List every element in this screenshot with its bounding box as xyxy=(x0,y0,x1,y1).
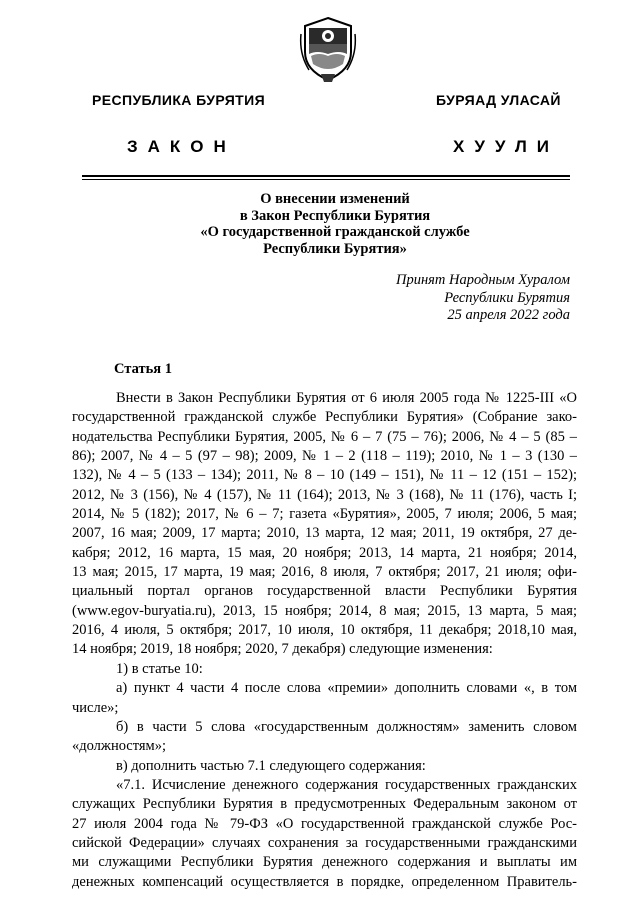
body-line: денежных компенсаций осуществляется в порядке, определенном Правитель- xyxy=(72,873,577,890)
body-line: кабря; 2012, 16 марта, 15 мая, 20 ноября; 2013, 14 марта, 21 ноября; 2014, xyxy=(72,544,577,561)
republic-name-russian: РЕСПУБЛИКА БУРЯТИЯ xyxy=(92,92,266,108)
body-line: 13 мая; 2015, 17 марта, 19 мая; 2016, 8 июля, 7 октября; 2017, 21 июля; офи- xyxy=(72,564,577,581)
coat-of-arms-emblem xyxy=(299,14,357,84)
republic-name-buryat: БУРЯАД УЛАСАЙ xyxy=(436,92,561,108)
law-title-line: в Закон Республики Бурятия xyxy=(239,207,431,224)
adoption-note-line: 25 апреля 2022 года xyxy=(447,307,570,323)
law-label-russian: ЗАКОН xyxy=(127,137,236,156)
body-line: нодательства Республики Бурятия, 2005, № 6 – 7 (75 – 76); 2006, № 4 – 5 (85 – xyxy=(72,428,577,445)
body-line: б) в части 5 слова «государственным должностям» заменить словом xyxy=(116,718,577,735)
body-line: циальный портал органов государственной власти Республики Бурятия xyxy=(72,583,577,600)
adoption-note-line: Республики Бурятия xyxy=(444,289,570,306)
law-title-line: О внесении изменений xyxy=(260,191,410,207)
body-line: 2007, 16 мая; 2009, 17 марта; 2010, 13 марта, 12 мая; 2011, 19 октября, 27 де- xyxy=(72,525,577,542)
body-line: «должностям»; xyxy=(72,738,167,755)
article-heading: Статья 1 xyxy=(114,361,172,377)
body-line: 2014, № 5 (182); 2017, № 6 – 7; газета «Бурятия», 2005, 7 июля; 2006, 5 мая; xyxy=(72,506,577,523)
body-line: Внести в Закон Республики Бурятия от 6 июля 2005 года № 1225-III «О xyxy=(116,390,577,406)
body-line: 86); 2007, № 4 – 5 (97 – 98); 2009, № 1 – 2 (118 – 119); 2010, № 1 – 3 (130 – xyxy=(72,448,577,465)
body-line: 132), № 4 – 5 (133 – 134); 2011, № 8 – 10 (149 – 151), № 11 – 12 (151 – 152); xyxy=(72,467,577,484)
body-line: в) дополнить частью 7.1 следующего содержания: xyxy=(116,757,426,774)
adoption-note xyxy=(396,272,570,325)
body-line: (www.egov-buryatia.ru), 2013, 15 ноября; 2014, 8 мая; 2015, 13 марта, 5 мая; xyxy=(72,602,577,619)
body-line: сийской Федерации» случаях сохранения за государственными гражданскими xyxy=(72,834,577,851)
header-divider xyxy=(82,175,570,177)
law-label-buryat: ХУУЛИ xyxy=(453,137,559,156)
body-line: числе»; xyxy=(72,699,119,716)
body-line: ми служащими Республики Бурятия денежного содержания и выплаты им xyxy=(72,854,577,871)
law-title-line: Республики Бурятия» xyxy=(263,240,407,257)
body-line: государственной гражданской службе Республики Бурятия» (Собрание зако- xyxy=(72,409,577,426)
law-title-line: «О государственной гражданской службе xyxy=(200,224,470,240)
body-line: служащих Республики Бурятия в предусмотренных Федеральным законом от xyxy=(72,796,577,813)
adoption-note-line: Принят Народным Хуралом xyxy=(395,272,570,288)
header-divider-thin xyxy=(82,179,570,180)
body-line: 2012, № 3 (156), № 4 (157), № 11 (164); 2013, № 3 (168), № 11 (176), часть I; xyxy=(72,486,577,503)
law-title xyxy=(100,191,570,257)
body-line: 14 ноября; 2019, 18 ноября; 2020, 7 декабря) следующие изменения: xyxy=(72,641,493,658)
body-line: а) пункт 4 части 4 после слова «премии» дополнить словами «, в том xyxy=(116,680,577,697)
body-line: 2016, 4 июля, 5 октября; 2017, 10 июля, 10 октября, 11 декабря; 2018,10 мая, xyxy=(72,622,577,639)
body-line: «7.1. Исчисление денежного содержания государственных гражданских xyxy=(116,776,577,793)
article-body xyxy=(72,389,577,892)
body-line: 1) в статье 10: xyxy=(116,660,203,677)
body-line: 27 июля 2004 года № 79-ФЗ «О государственной гражданской службе Рос- xyxy=(72,815,577,832)
